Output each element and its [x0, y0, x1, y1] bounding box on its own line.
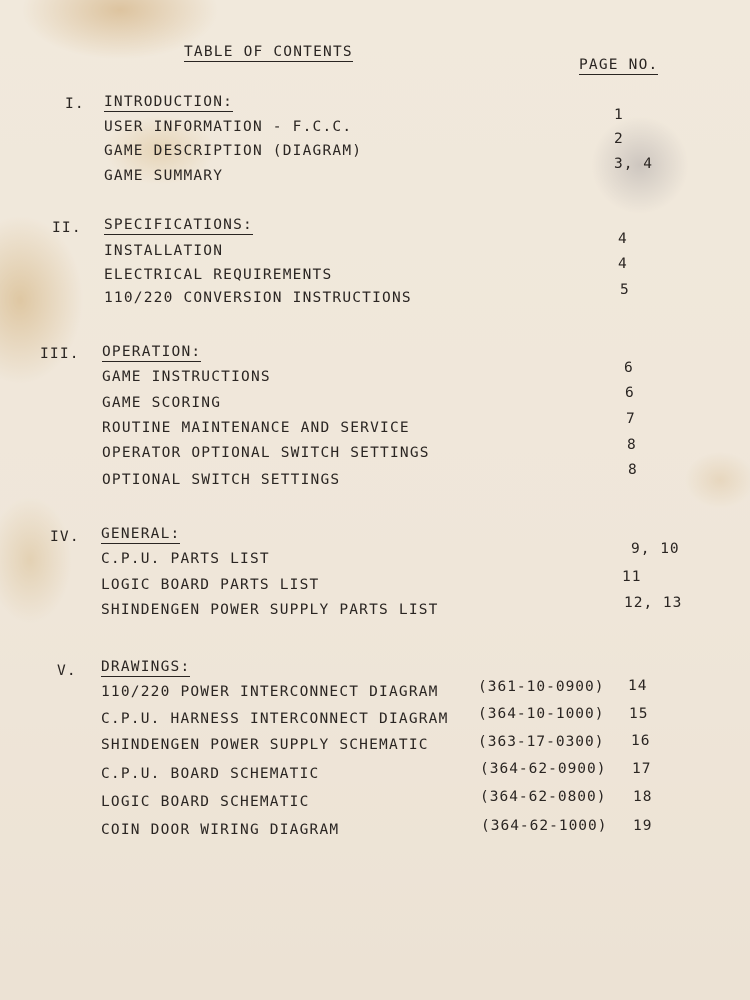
section-heading: SPECIFICATIONS: — [104, 217, 253, 233]
section-numeral: IV. — [50, 529, 80, 545]
toc-entry-page: 2 — [614, 131, 624, 147]
toc-entry-page: 6 — [625, 385, 635, 401]
toc-entry-label: LOGIC BOARD PARTS LIST — [101, 577, 320, 593]
toc-entry-page: 16 — [631, 733, 651, 749]
section-numeral: II. — [52, 220, 82, 236]
page-number-header: PAGE NO. — [579, 57, 659, 73]
drawing-code: (364-62-0800) — [480, 789, 607, 805]
toc-entry-label: LOGIC BOARD SCHEMATIC — [101, 794, 310, 810]
toc-entry-page: 9, 10 — [631, 541, 680, 557]
section-heading: INTRODUCTION: — [104, 94, 234, 110]
toc-entry-label: COIN DOOR WIRING DIAGRAM — [101, 822, 340, 838]
section-numeral: I. — [65, 96, 85, 112]
toc-entry-label: ELECTRICAL REQUIREMENTS — [104, 267, 333, 283]
toc-entry-page: 4 — [618, 231, 628, 247]
toc-entry-page: 4 — [618, 256, 628, 272]
toc-entry-label: INSTALLATION — [104, 243, 224, 259]
toc-entry-label: SHINDENGEN POWER SUPPLY SCHEMATIC — [101, 737, 429, 753]
toc-entry-label: OPERATOR OPTIONAL SWITCH SETTINGS — [102, 445, 430, 461]
drawing-code: (361-10-0900) — [478, 679, 605, 695]
toc-entry-page: 19 — [633, 818, 653, 834]
document-title: TABLE OF CONTENTS — [184, 44, 353, 60]
toc-entry-page: 1 — [614, 107, 624, 123]
toc-entry-label: GAME DESCRIPTION (DIAGRAM) — [104, 143, 363, 159]
toc-entry-label: GAME INSTRUCTIONS — [102, 369, 271, 385]
section-heading: DRAWINGS: — [101, 659, 191, 675]
toc-entry-page: 5 — [620, 282, 630, 298]
drawing-code: (363-17-0300) — [478, 734, 605, 750]
toc-entry-label: SHINDENGEN POWER SUPPLY PARTS LIST — [101, 602, 439, 618]
toc-entry-page: 18 — [633, 789, 653, 805]
toc-entry-page: 12, 13 — [624, 595, 683, 611]
toc-entry-label: GAME SCORING — [102, 395, 222, 411]
toc-entry-label: ROUTINE MAINTENANCE AND SERVICE — [102, 420, 410, 436]
toc-entry-label: 110/220 POWER INTERCONNECT DIAGRAM — [101, 684, 439, 700]
drawing-code: (364-62-1000) — [481, 818, 608, 834]
drawing-code: (364-62-0900) — [480, 761, 607, 777]
toc-entry-label: C.P.U. PARTS LIST — [101, 551, 270, 567]
section-heading: GENERAL: — [101, 526, 181, 542]
toc-entry-page: 7 — [626, 411, 636, 427]
toc-entry-label: 110/220 CONVERSION INSTRUCTIONS — [104, 290, 412, 306]
toc-entry-label: C.P.U. BOARD SCHEMATIC — [101, 766, 320, 782]
drawing-code: (364-10-1000) — [478, 706, 605, 722]
toc-entry-page: 17 — [632, 761, 652, 777]
toc-entry-page: 15 — [629, 706, 649, 722]
section-numeral: III. — [40, 346, 80, 362]
section-heading: OPERATION: — [102, 344, 202, 360]
toc-entry-label: OPTIONAL SWITCH SETTINGS — [102, 472, 341, 488]
toc-entry-label: C.P.U. HARNESS INTERCONNECT DIAGRAM — [101, 711, 449, 727]
toc-entry-page: 11 — [622, 569, 642, 585]
toc-entry-label: GAME SUMMARY — [104, 168, 224, 184]
toc-entry-label: USER INFORMATION - F.C.C. — [104, 119, 353, 135]
toc-entry-page: 3, 4 — [614, 156, 653, 172]
toc-entry-page: 6 — [624, 360, 634, 376]
toc-entry-page: 8 — [627, 437, 637, 453]
toc-entry-page: 14 — [628, 678, 648, 694]
section-numeral: V. — [57, 663, 77, 679]
toc-entry-page: 8 — [628, 462, 638, 478]
